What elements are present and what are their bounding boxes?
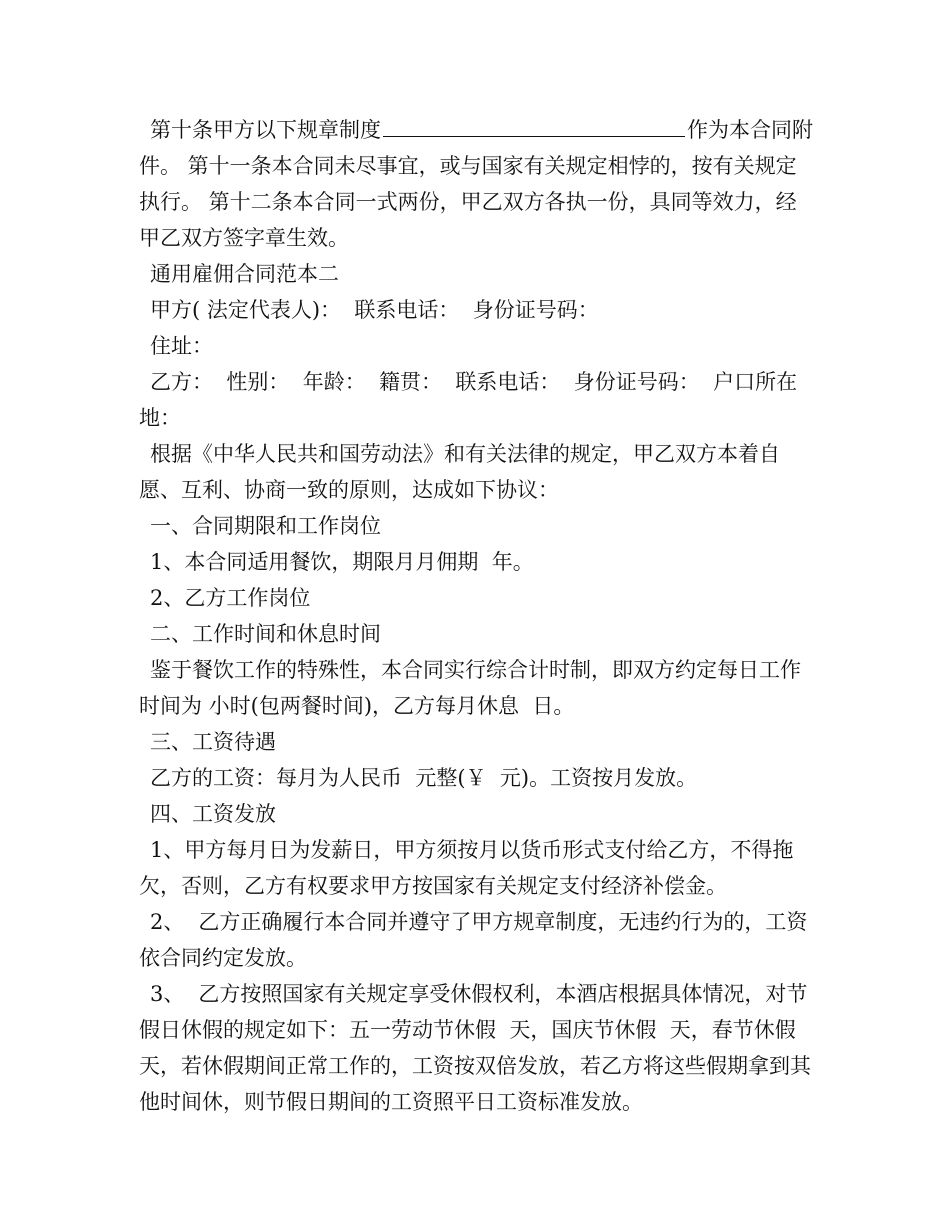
section-3-heading: 三、工资待遇: [150, 730, 276, 754]
contract-template-title: 通用雇佣合同范本二: [150, 262, 339, 286]
item-number: 2、: [150, 910, 185, 934]
section-1-item-2: 2、乙方工作岗位: [150, 586, 311, 610]
section-4-item-2: 2、 乙方正确履行本合同并遵守了甲方规章制度，无违约行为的，工资依合同约定发放。: [139, 910, 808, 970]
section-4-item-1: 1、甲方每月日为发薪日，甲方须按月以货币形式支付给乙方，不得拖欠，否则，乙方有权要求甲方按国家有关规定支付经济补偿金。: [139, 838, 794, 898]
article-10-12-continuation: 作为本合同附件。 第十一条本合同未尽事宜，或与国家有关规定相悖的，按有关规定执行。 第十二条本合同一式两份，甲乙双方各执一份，具同等效力，经甲乙双方签字章生效。: [139, 118, 813, 250]
section-2-body: 鉴于餐饮工作的特殊性，本合同实行综合计时制，即双方约定每日工作时间为 小时(包两餐时间)，乙方每月休息 日。: [139, 658, 801, 718]
item-number: 3、: [150, 982, 185, 1006]
section-3-body: 乙方的工资：每月为人民币 元整(￥ 元)。工资按月发放。: [150, 766, 698, 790]
section-4-heading: 四、工资发放: [150, 802, 276, 826]
party-b-line: 乙方： 性别： 年龄： 籍贯： 联系电话： 身份证号码： 户口所在地：: [139, 370, 798, 430]
section-1-item-1: 1、本合同适用餐饮，期限月月佣期 年。: [150, 550, 534, 574]
party-a-line: 甲方( 法定代表人)： 联系电话： 身份证号码：: [150, 298, 599, 322]
document-body: [139, 112, 815, 1120]
regulations-blank-line: [383, 114, 685, 137]
preamble-paragraph: 根据《中华人民共和国劳动法》和有关法律的规定，甲乙双方本着自愿、互利、协商一致的原则，达成如下协议：: [139, 442, 780, 502]
article-10-text: 第十条甲方以下规章制度: [150, 118, 381, 142]
address-line: 住址：: [150, 334, 213, 358]
section-2-heading: 二、工作时间和休息时间: [150, 622, 381, 646]
section-1-heading: 一、合同期限和工作岗位: [150, 514, 381, 538]
paragraph-article-10-12: [139, 112, 815, 256]
section-4-item-3: 3、 乙方按照国家有关规定享受休假权利，本酒店根据具体情况，对节假日休假的规定如下：五一劳动节休假 天，国庆节休假 天，春节休假 天，若休假期间正常工作的，工资按双倍发放，若乙方将这些假期拿到其他时间休，则节假日期间的工资照平日工资标准发放。: [139, 982, 811, 1114]
